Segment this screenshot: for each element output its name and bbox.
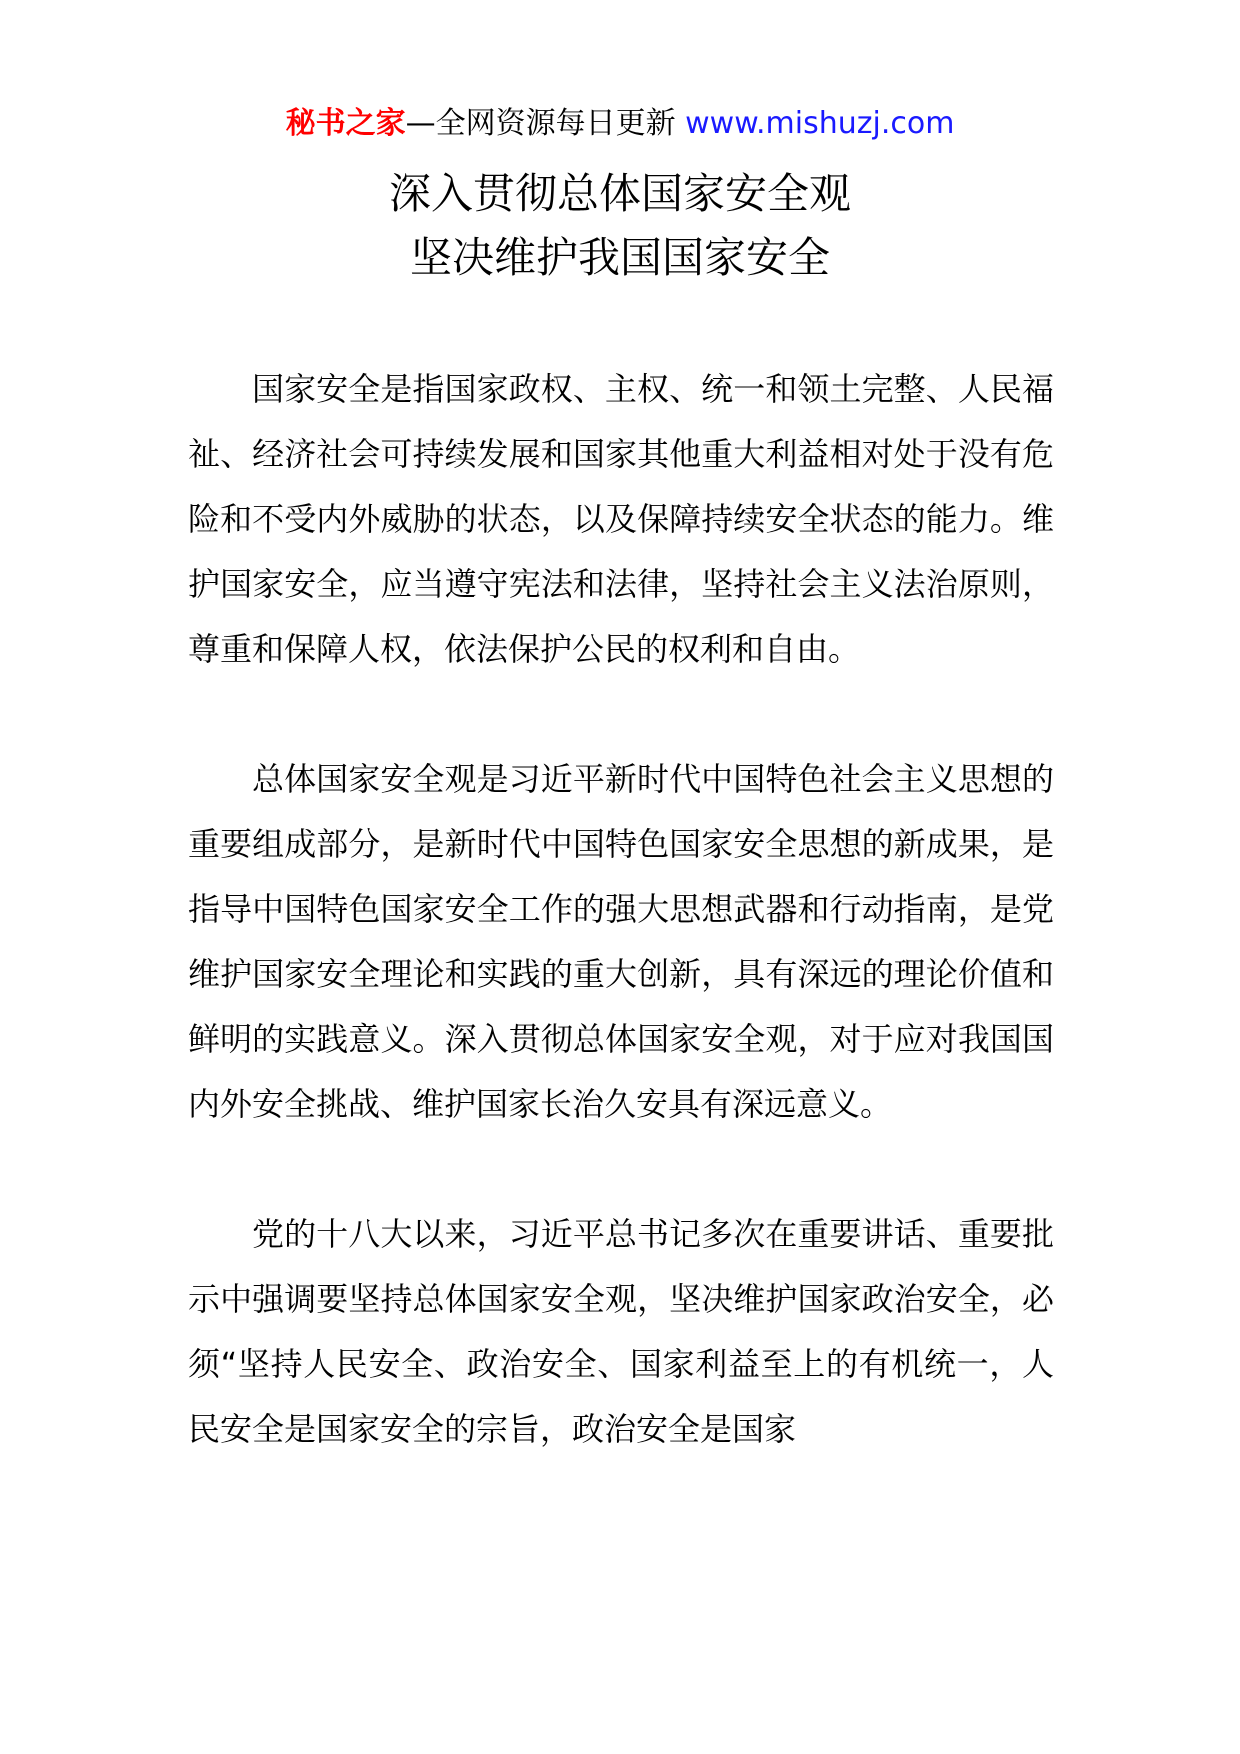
- document-title-line-1: 深入贯彻总体国家安全观: [388, 169, 851, 218]
- brand-name: 秘书之家: [285, 106, 406, 141]
- site-header: [0, 102, 1240, 146]
- paragraph-2: 总体国家安全观是习近平新时代中国特色社会主义思想的重要组成部分，是新时代中国特色国家安全思想的新成果，是指导中国特色国家安全工作的强大思想武器和行动指南，是党维护国家安全理论和实践的重大创新，具有深远的理论价值和鲜明的实践意义。深入贯彻总体国家安全观，对于应对我国国内外安全挑战、维护国家长治久安具有深远意义。: [188, 760, 1054, 1123]
- document-title-line-2: 坚决维护我国国家安全: [409, 233, 830, 282]
- paragraph-3: 党的十八大以来，习近平总书记多次在重要讲话、重要批示中强调要坚持总体国家安全观，坚决维护国家政治安全，必须“坚持人民安全、政治安全、国家利益至上的有机统一，人民安全是国家安全的宗旨，政治安全是国家: [188, 1215, 1054, 1448]
- paragraph-1: 国家安全是指国家政权、主权、统一和领土完整、人民福祉、经济社会可持续发展和国家其他重大利益相对处于没有危险和不受内外威胁的状态，以及保障持续安全状态的能力。维护国家安全，应当遵守宪法和法律，坚持社会主义法治原则，尊重和保障人权，依法保护公民的权利和自由。: [188, 370, 1054, 668]
- document-body: [188, 357, 1054, 1462]
- site-url-link[interactable]: www.mishuzj.com: [685, 106, 955, 141]
- header-tagline: —全网资源每日更新: [405, 106, 676, 141]
